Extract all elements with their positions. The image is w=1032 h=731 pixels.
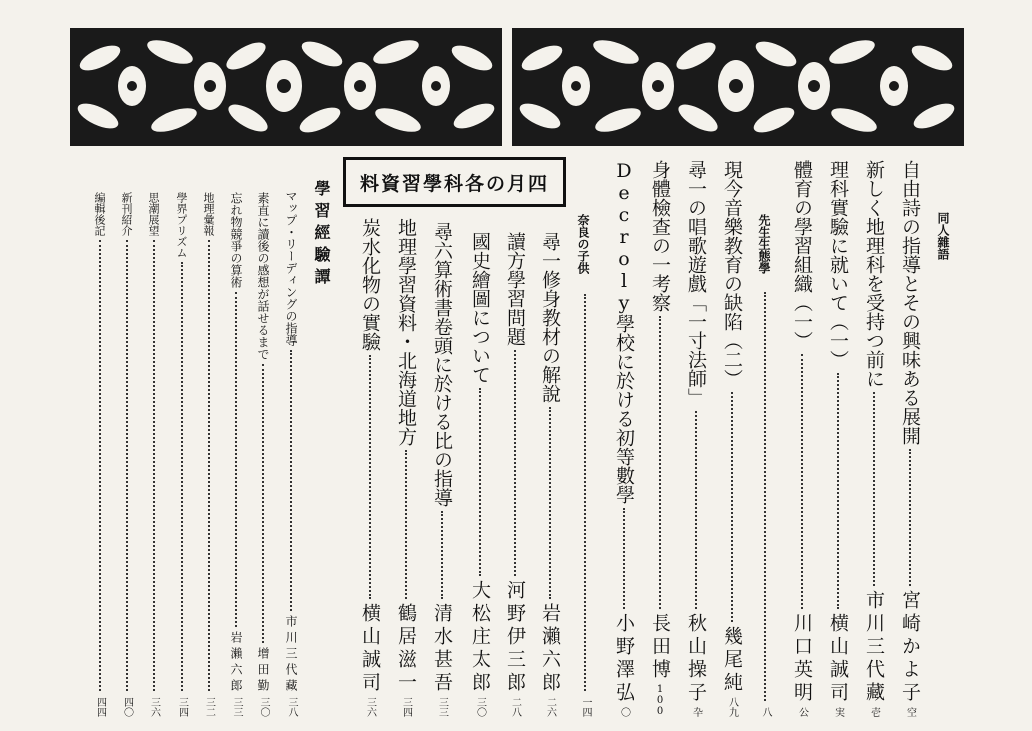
section-head-nara: 奈良の子供 — [576, 214, 590, 274]
toc-entry[interactable]: 讀方學習問題 河野伊三郎 二八 — [504, 232, 526, 717]
section-head-gakushu: 學習經驗譚 — [312, 180, 331, 290]
toc-entry[interactable]: 身體檢查の一考察 長田博 100 — [649, 160, 671, 717]
feature-title: 四月の各科學習資料 — [359, 172, 549, 195]
feature-title-box — [343, 157, 566, 207]
toc-entry[interactable]: 素直に讀後の感想が話せるまで 增田勤 三〇 — [256, 192, 270, 717]
toc-entry[interactable]: 炭水化物の實驗 横山誠司 三六 — [359, 218, 381, 717]
toc-entry[interactable]: 忘れ物競爭の算術 岩瀨六郎 三三 — [229, 192, 243, 717]
section-head-dojin: 同人雜語 — [936, 212, 950, 260]
toc-entry[interactable]: 思潮展望 三六 — [147, 192, 160, 717]
toc-entry[interactable]: Decroly學校に於ける初等數學 小野澤弘 〇 — [613, 160, 635, 717]
section-head-sensei: 先生生態學 — [757, 214, 771, 274]
toc-entry[interactable]: 一四 — [580, 290, 590, 717]
toc-entry[interactable]: 體育の學習組織（一） 川口英明 公 — [791, 160, 813, 717]
toc-entry[interactable]: 八 — [760, 288, 770, 717]
toc-entry[interactable]: 尋一の唱歌遊戲「一寸法師」 秋山操子 卆 — [685, 160, 707, 717]
toc-entry[interactable]: 新しく地理科を受持つ前に 市川三代藏 壱 — [863, 160, 885, 717]
toc-entry[interactable]: 學界プリズム 三四 — [175, 192, 188, 717]
toc-entry[interactable]: 尋一修身教材の解說 岩瀨六郎 二六 — [539, 232, 561, 717]
toc-entry[interactable]: 編輯後記 四四 — [93, 192, 106, 717]
toc-entry[interactable]: 理科實驗に就いて（一） 横山誠司 実 — [827, 160, 849, 717]
toc-entry[interactable]: 地理學習資料・北海道地方 鶴居滋一 三四 — [395, 218, 417, 717]
floral-banner-right — [512, 28, 964, 146]
toc-entry[interactable]: 地理彙報 三二 — [202, 192, 215, 717]
toc-entry[interactable]: 尋六算術書卷頭に於ける比の指導 清水甚吾 三三 — [431, 222, 453, 717]
toc-entry[interactable]: 現今音樂教育の缺陷（二） 幾尾純 八九 — [721, 160, 743, 717]
toc-entry[interactable]: マップ・リーディングの指導 市川三代藏 三八 — [284, 190, 298, 717]
toc-entry[interactable]: 國史繪圖について 大松庄太郎 三〇 — [469, 232, 491, 717]
floral-banner-left — [70, 28, 502, 146]
toc-entry[interactable]: 自由詩の指導とその興味ある展開 宮崎かよ子 空 — [899, 160, 921, 717]
toc-entry[interactable]: 新刊紹介 四〇 — [120, 192, 133, 717]
